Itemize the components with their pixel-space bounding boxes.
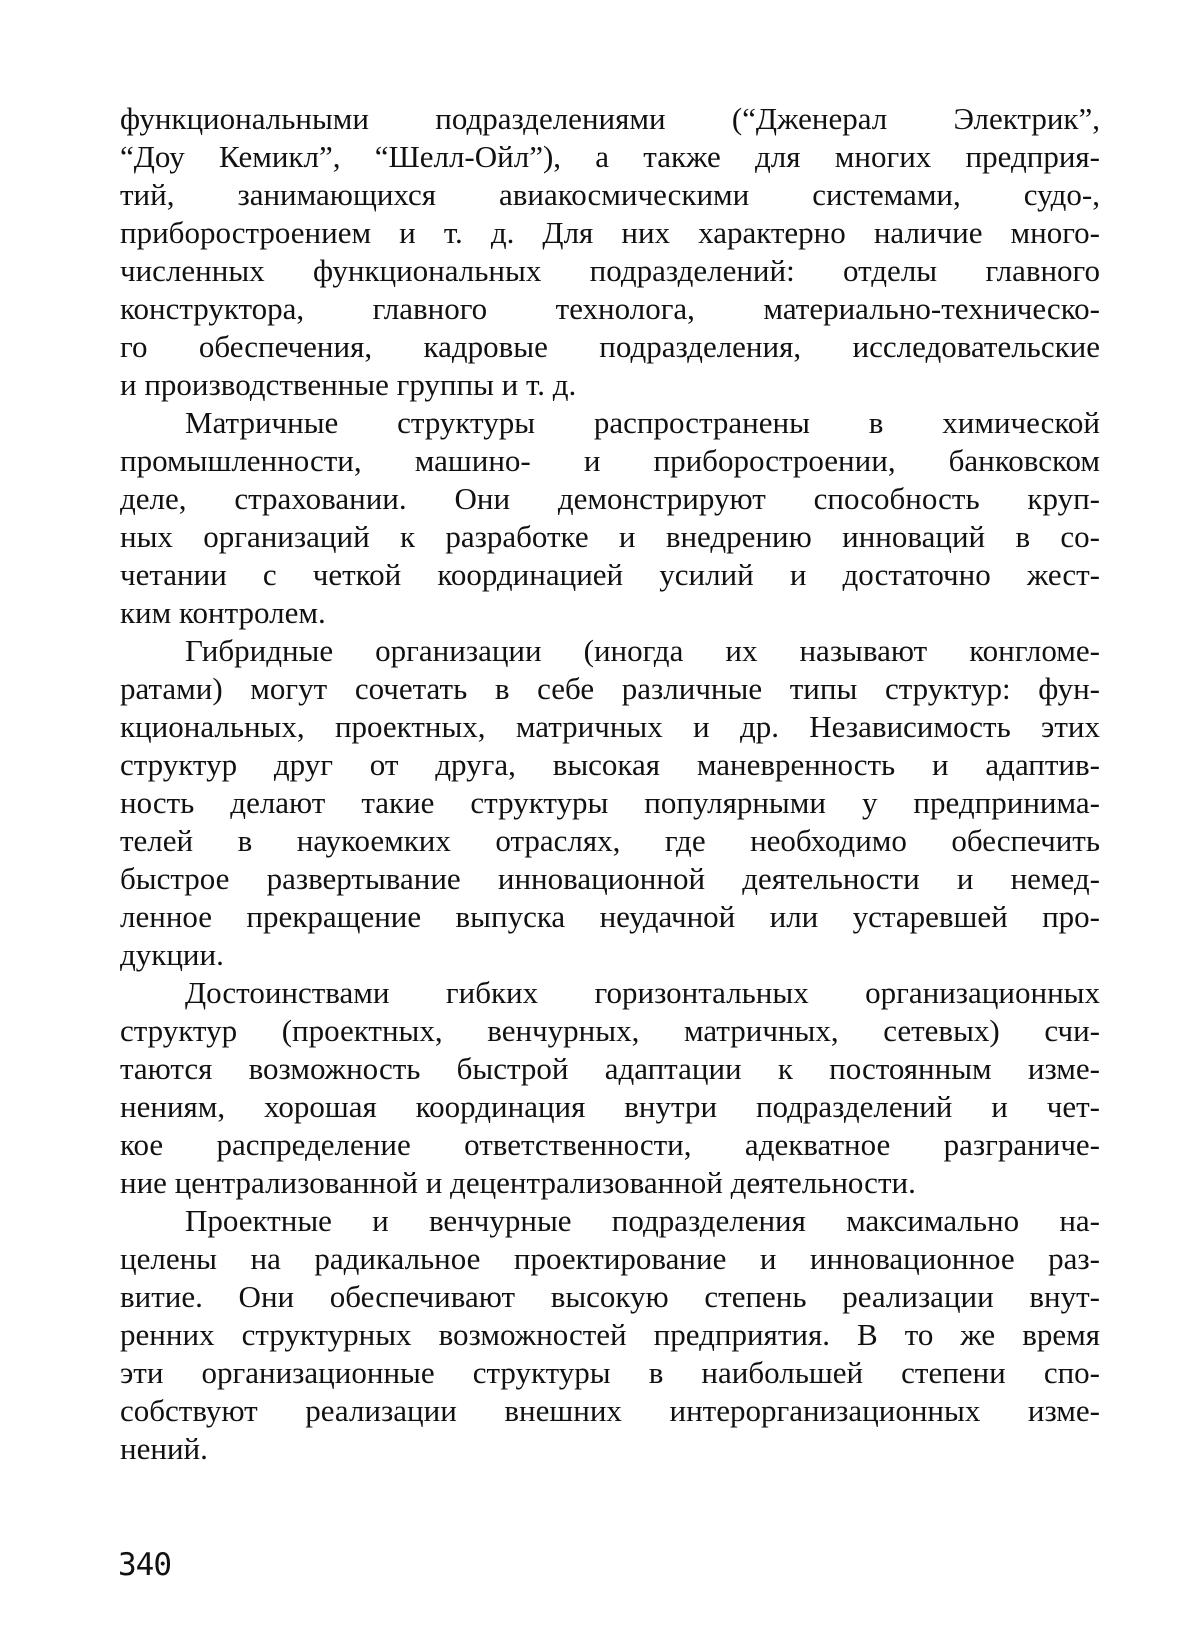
paragraph-first-line: Гибридные организации (иногда их называют конгломе-: [185, 633, 1100, 668]
paragraph-first-line: Матричные структуры распространены в химической: [185, 405, 1100, 440]
text-line: собствуют реализации внешних интерорганизационных изме-: [120, 1393, 1100, 1428]
page-number: 340: [118, 1547, 171, 1583]
paragraph-first-line: Проектные и венчурные подразделения максимально на-: [185, 1203, 1100, 1238]
text-line: ленное прекращение выпуска неудачной или устаревшей про-: [120, 899, 1100, 934]
text-line: эти организационные структуры в наибольшей степени спо-: [120, 1355, 1100, 1390]
text-line: промышленности, машино- и приборостроении, банковском: [120, 443, 1100, 478]
text-line: дукции.: [120, 937, 224, 972]
text-line: ренних структурных возможностей предприятия. В то же время: [120, 1317, 1100, 1352]
text-line: структур (проектных, венчурных, матричных, сетевых) счи-: [120, 1013, 1100, 1048]
text-line: тий, занимающихся авиакосмическими системами, судо-,: [120, 177, 1100, 212]
text-line: кциональных, проектных, матричных и др. Независимость этих: [120, 709, 1100, 744]
text-line: нениям, хорошая координация внутри подразделений и чет-: [120, 1089, 1100, 1124]
text-line: структур друг от друга, высокая маневренность и адаптив-: [120, 747, 1100, 782]
text-line: быстрое развертывание инновационной деятельности и немед-: [120, 861, 1100, 896]
text-line: ных организаций к разработке и внедрению инноваций в со-: [120, 519, 1100, 554]
text-line: витие. Они обеспечивают высокую степень реализации внут-: [120, 1279, 1100, 1314]
text-line: численных функциональных подразделений: отделы главного: [120, 253, 1100, 288]
text-line: ность делают такие структуры популярными у предпринима-: [120, 785, 1100, 820]
text-line: деле, страховании. Они демонстрируют способность круп-: [120, 481, 1100, 516]
text-line: ким контролем.: [120, 595, 326, 630]
text-line: го обеспечения, кадровые подразделения, исследовательские: [120, 329, 1100, 364]
text-line: нений.: [120, 1431, 208, 1466]
text-line: целены на радикальное проектирование и инновационное раз-: [120, 1241, 1100, 1276]
text-line: функциональными подразделениями (“Дженерал Электрик”,: [120, 101, 1100, 136]
text-line: конструктора, главного технолога, материально-техническо-: [120, 291, 1100, 326]
text-line: кое распределение ответственности, адекватное разграниче-: [120, 1127, 1100, 1162]
text-line: и производственные группы и т. д.: [120, 367, 577, 402]
text-line: “Доу Кемикл”, “Шелл-Ойл”), а также для многих предприя-: [120, 139, 1100, 174]
text-line: приборостроением и т. д. Для них характерно наличие много-: [120, 215, 1100, 250]
text-line: ние централизованной и децентрализованной деятельности.: [120, 1165, 916, 1200]
text-line: таются возможность быстрой адаптации к постоянным изме-: [120, 1051, 1100, 1086]
text-line: ратами) могут сочетать в себе различные типы структур: фун-: [120, 671, 1100, 706]
paragraph-first-line: Достоинствами гибких горизонтальных организационных: [185, 975, 1100, 1010]
text-line: четании с четкой координацией усилий и достаточно жест-: [120, 557, 1100, 592]
text-line: телей в наукоемких отраслях, где необходимо обеспечить: [120, 823, 1100, 858]
